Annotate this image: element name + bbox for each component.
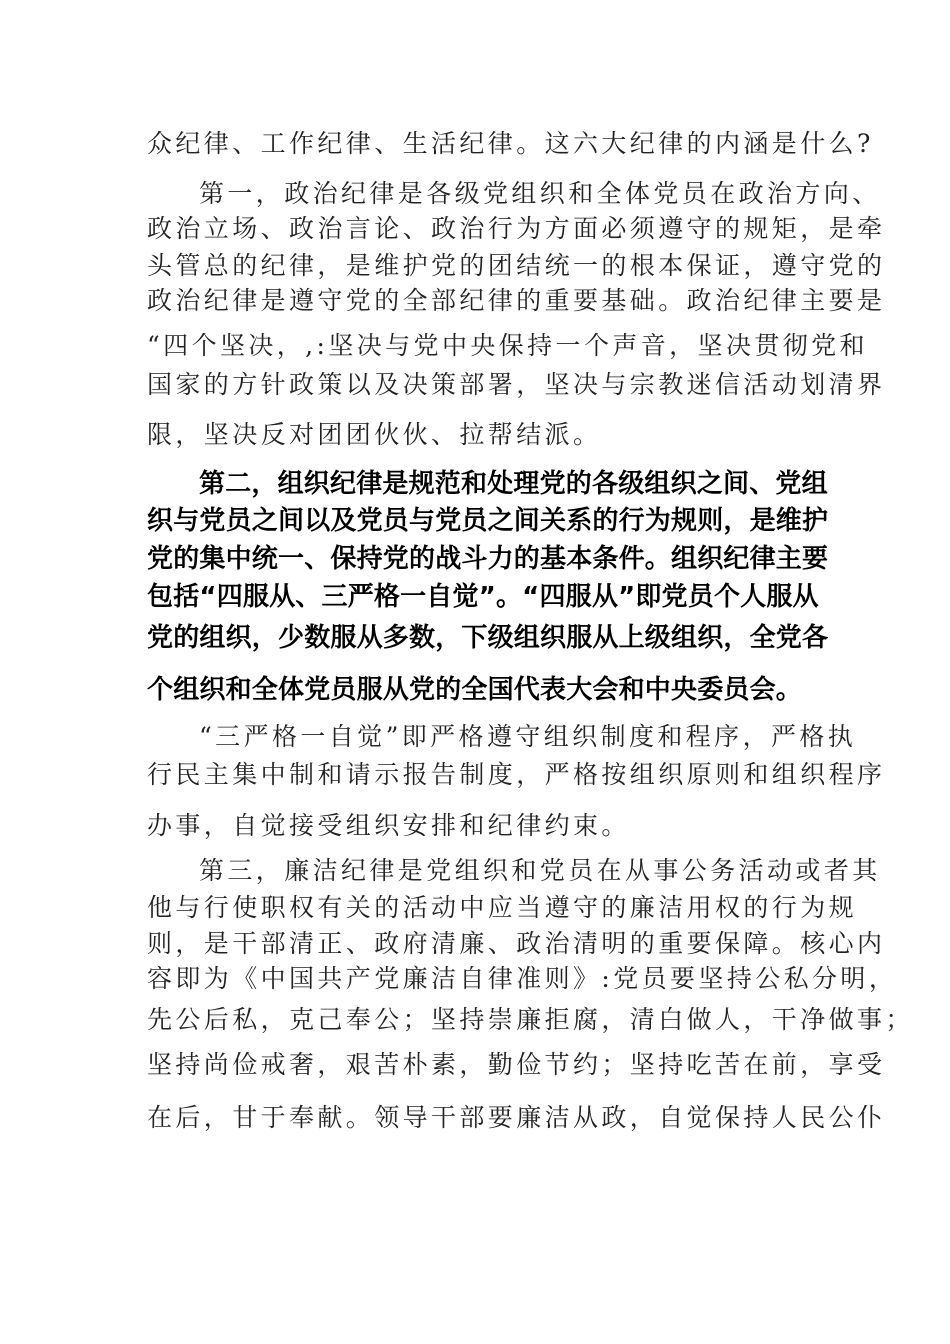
text-line: 行民主集中制和请示报告制度，严格按组织原则和组织程序 xyxy=(147,760,886,789)
text-line: 先公后私，克己奉公；坚持崇廉拒腐，清白做人，干净做事； xyxy=(147,1005,914,1034)
bold-text-line: 党的集中统一、保持党的战斗力的基本条件。组织纪律主要 xyxy=(147,544,829,574)
paragraph-4-first-line: 第三，廉洁纪律是党组织和党员在从事公务活动或者其 xyxy=(199,856,881,885)
text-line: 则，是干部清正、政府清廉、政治清明的重要保障。核心内 xyxy=(147,929,886,958)
bold-text-line: 党的组织，少数服从多数，下级组织服从上级组织，全党各 xyxy=(147,623,829,653)
text-line: 办事，自觉接受组织安排和纪律约束。 xyxy=(147,811,630,840)
paragraph-3-first-line: “三严格一自觉”即严格遵守组织制度和程序，严格执 xyxy=(199,722,857,751)
text-line: 国家的方针政策以及决策部署，坚决与宗教迷信活动划清界 xyxy=(147,370,886,399)
text-line: 他与行使职权有关的活动中应当遵守的廉洁用权的行为规 xyxy=(147,893,858,922)
text-line: 限，坚决反对团团伙伙、拉帮结派。 xyxy=(147,420,602,449)
text-line: 头管总的纪律，是维护党的团结统一的根本保证，遵守党的 xyxy=(147,251,886,280)
text-line: 政治立场、政治言论、政治行为方面必须遵守的规矩，是牵 xyxy=(147,214,886,243)
bold-text-line: 织与党员之间以及党员与党员之间关系的行为规则，是维护 xyxy=(147,506,829,536)
paragraph-1-first-line: 第一，政治纪律是各级党组织和全体党员在政治方向、 xyxy=(199,179,881,208)
text-line: 容即为《中国共产党廉洁自律准则》:党员要坚持公私分明， xyxy=(147,964,898,993)
text-line: 政治纪律是遵守党的全部纪律的重要基础。政治纪律主要是 xyxy=(147,286,886,315)
text-line: 在后，甘于奉献。领导干部要廉洁从政，自觉保持人民公仆 xyxy=(147,1103,886,1132)
text-line: 坚持尚俭戒奢，艰苦朴素，勤俭节约；坚持吃苦在前，享受 xyxy=(147,1050,886,1079)
bold-text-line: 个组织和全体党员服从党的全国代表大会和中央委员会。 xyxy=(147,675,803,705)
text-line: “四个坚决，,:坚决与党中央保持一个声音，坚决贯彻党和 xyxy=(147,331,868,360)
bold-text-line: 包括“四服从、三严格一自觉”。“四服从”即党员个人服从 xyxy=(147,582,819,612)
text-line: 众纪律、工作纪律、生活纪律。这六大纪律的内涵是什么? xyxy=(147,129,874,158)
paragraph-2-first-line: 第二，组织纪律是规范和处理党的各级组织之间、党组 xyxy=(199,469,828,499)
